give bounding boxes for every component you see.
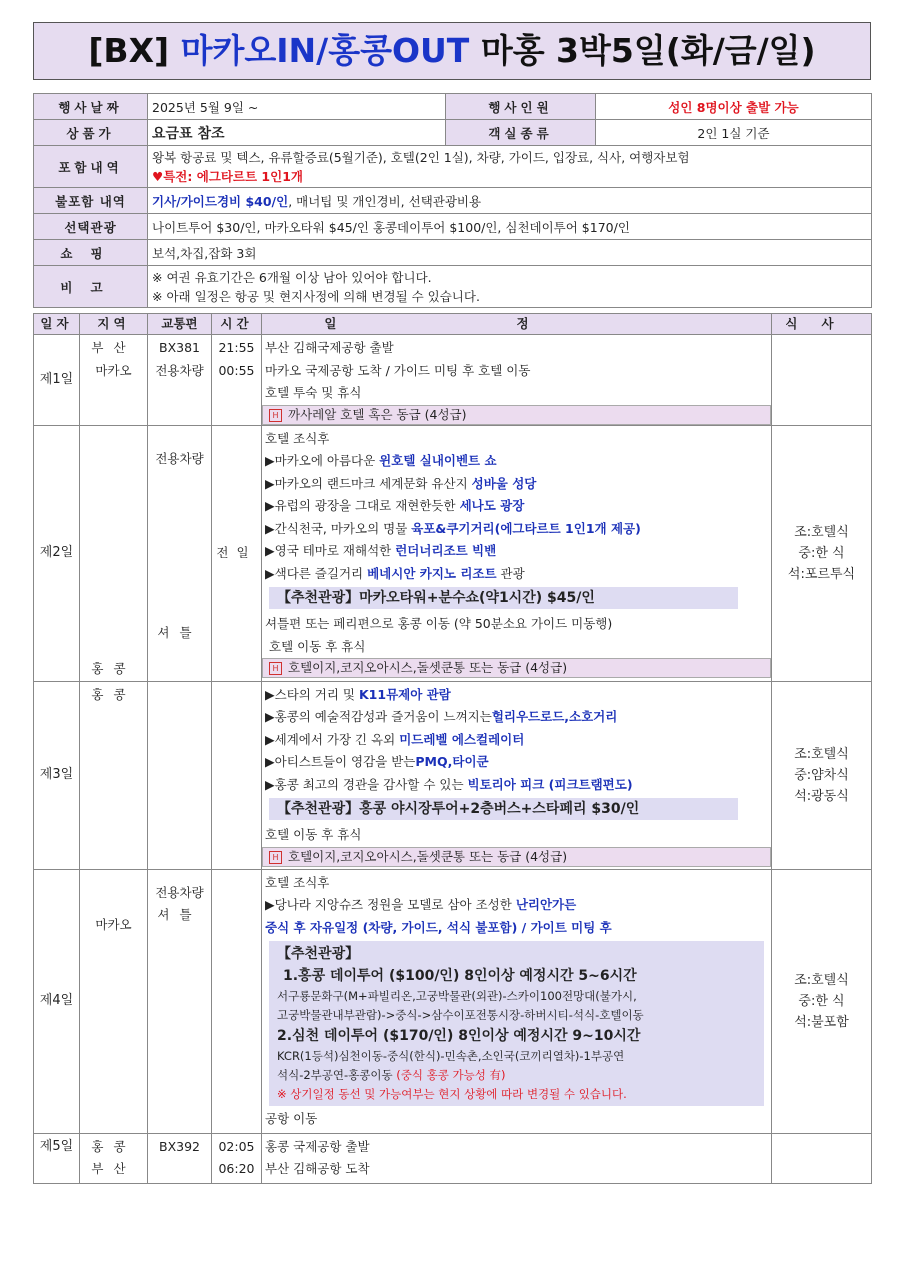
schedule-table <box>33 313 872 1184</box>
time-2: 06:20 <box>218 1161 255 1176</box>
shop-label: 쇼핑 <box>34 240 148 266</box>
sched-bullet: ▶마카오의 랜드마크 세계문화 유산지 성바울 성당 <box>265 475 537 491</box>
sched-bullet: ▶스타의 거리 및 K11뮤제아 관람 <box>265 686 451 702</box>
header-meal: 식사 <box>772 314 872 335</box>
flight-number: BX392 <box>159 1138 200 1154</box>
date-label: 행사날짜 <box>34 94 148 120</box>
day-row-4 <box>34 869 872 1133</box>
sched-line: 공항 이동 <box>265 1111 318 1126</box>
header-sched: 일정 <box>262 314 772 335</box>
tour-1-title: 1.홍콩 데이투어 ($100/인) 8인이상 예정시간 5~6시간 <box>283 968 637 984</box>
day-label: 제2일 <box>34 425 80 681</box>
hotel-icon: H <box>269 662 282 675</box>
sched-bullet: ▶홍콩의 예술적감성과 즐거움이 느껴지는헐리우드로드,소호거리 <box>265 709 618 724</box>
recommended-tour: 【추천관광】홍콩 야시장투어+2층버스+스타페리 $30/인 <box>269 798 738 820</box>
opt-value: 나이트투어 $30/인, 마카오타워 $45/인 홍콩데이투어 $100/인, 심천데이투어 $170/인 <box>148 214 872 240</box>
header-trans: 교통편 <box>148 314 212 335</box>
sched-bullet: ▶색다른 즐길거리 베네시안 카지노 리조트 관광 <box>265 565 525 581</box>
sched-bullet: ▶홍콩 최고의 경관을 감사할 수 있는 빅토리아 피크 (피크트램편도) <box>265 776 633 792</box>
day-row-3 <box>34 681 872 869</box>
tour-2-title: 2.심천 데이투어 ($170/인) 8인이상 예정시간 9~10시간 <box>277 1028 641 1044</box>
sched-bullet: ▶간식천국, 마카오의 명물 육포&쿠기거리(에그타르트 1인1개 제공) <box>265 520 641 536</box>
price-label: 상품가 <box>34 120 148 146</box>
transport-2: 셔틀 <box>157 625 202 640</box>
tour-note: ※ 상기일정 동선 및 가능여부는 현지 상황에 따라 변경될 수 있습니다. <box>277 1087 627 1101</box>
hotel-line <box>262 658 771 678</box>
opt-label: 선택관광 <box>34 214 148 240</box>
hotel-line <box>262 405 771 425</box>
sched-line: 호텔 투숙 및 휴식 <box>265 385 362 400</box>
day-label: 제3일 <box>34 681 80 869</box>
place-1: 홍콩 <box>91 1138 136 1154</box>
pax-value: 성인 8명이상 출발 가능 <box>596 94 872 120</box>
meal-breakfast: 조:호텔식 <box>794 524 849 540</box>
shop-value: 보석,차집,잡화 3회 <box>148 240 872 266</box>
sched-line: 호텔 이동 후 휴식 <box>265 827 362 842</box>
day-label: 제1일 <box>34 335 80 426</box>
meal-dinner: 석:포르투식 <box>787 566 856 582</box>
place: 마카오 <box>95 916 132 932</box>
hotel-icon: H <box>269 409 282 422</box>
day-row-1 <box>34 335 872 426</box>
meal-dinner: 석:광동식 <box>794 788 849 804</box>
room-label: 객실종류 <box>446 120 596 146</box>
sched-bullet: ▶세계에서 가장 긴 옥외 미드레벨 에스컬레이터 <box>265 731 525 747</box>
hotel-line <box>262 847 771 867</box>
sched-line: 홍콩 국제공항 출발 <box>265 1138 370 1154</box>
hotel-text: 호텔이지,코지오아시스,돌셋쿤통 또는 동급 (4성급) <box>288 848 568 864</box>
sched-bullet: ▶당나라 지앙슈즈 정원을 모델로 삼아 조성한 난리안가든 <box>265 897 577 912</box>
note-label: 비고 <box>34 266 148 308</box>
hotel-text: 까사레알 호텔 혹은 동급 (4성급) <box>288 406 467 422</box>
page-title <box>33 22 871 80</box>
meal-breakfast: 조:호텔식 <box>794 972 849 988</box>
meal-breakfast: 조:호텔식 <box>794 746 849 762</box>
place-2: 마카오 <box>95 362 132 378</box>
time-2: 00:55 <box>218 362 255 378</box>
time-1: 21:55 <box>218 340 255 355</box>
header-place: 지역 <box>80 314 148 335</box>
place-2: 부산 <box>91 1161 136 1176</box>
day-label: 제5일 <box>34 1133 80 1183</box>
sched-line: 부산 김해국제공항 출발 <box>265 340 394 355</box>
place: 홍콩 <box>91 686 136 702</box>
tour-1-detail: 고궁박물관내부관람)->중식->삼수이포전통시장-하버시티-석식-호텔이동 <box>277 1008 644 1022</box>
meal-lunch: 중:얌차식 <box>794 767 849 783</box>
title-suffix: 마홍 3박5일(화/금/일) <box>480 31 816 70</box>
excl-rest: , 매너팁 및 개인경비, 선택관광비용 <box>288 193 482 209</box>
transport: 전용차량 <box>155 362 204 378</box>
sched-bullet: ▶아티스트들이 영감을 받는PMQ,타이쿤 <box>265 754 489 769</box>
incl-special: ♥특전: 에그타르트 1인1개 <box>152 168 303 184</box>
meal-lunch: 중:한 식 <box>798 545 845 561</box>
sched-line: 호텔 이동 후 휴식 <box>269 638 366 654</box>
incl-label: 포함내역 <box>34 146 148 188</box>
sched-bullet: ▶마카오에 아름다운 윈호텔 실내이벤트 쇼 <box>265 453 497 468</box>
hotel-text: 호텔이지,코지오아시스,돌셋쿤통 또는 동급 (4성급) <box>288 660 568 675</box>
place: 홍콩 <box>91 661 136 676</box>
place-1: 부산 <box>91 340 136 355</box>
day-label: 제4일 <box>34 869 80 1133</box>
tour-1-detail: 서구룡문화구(M+파빌리온,고궁박물관(외관)-스카이100전망대(불가시, <box>277 989 637 1003</box>
sched-bullet: ▶유럽의 광장을 그대로 재현한듯한 세나도 광장 <box>265 498 525 513</box>
excl-label: 불포함 내역 <box>34 188 148 214</box>
transport-1: 전용차량 <box>155 450 204 466</box>
date-value: 2025년 5월 9일 ~ <box>148 94 446 120</box>
day-row-5 <box>34 1133 872 1183</box>
note-line-2: ※ 아래 일정은 항공 및 현지사정에 의해 변경될 수 있습니다. <box>152 288 480 304</box>
meal-lunch: 중:한 식 <box>798 993 845 1009</box>
excl-blue: 기사/가이드경비 $40/인 <box>152 193 289 209</box>
rec-title: 【추천관광】 <box>277 946 360 962</box>
recommended-tour: 【추천관광】마카오타워+분수쇼(약1시간) $45/인 <box>269 587 738 609</box>
header-time: 시간 <box>212 314 262 335</box>
hotel-icon: H <box>269 851 282 864</box>
title-route: 마카오IN/홍콩OUT <box>180 31 470 70</box>
title-prefix: [BX] <box>88 31 170 70</box>
transport-2: 셔틀 <box>157 907 202 922</box>
sched-line: 부산 김해공항 도착 <box>265 1161 370 1176</box>
time-1: 02:05 <box>218 1138 255 1154</box>
recommended-tours-box <box>269 941 764 1106</box>
sched-line: 중식 후 자유일정 (차량, 가이드, 석식 불포함) / 가이트 미팅 후 <box>265 919 612 935</box>
pax-label: 행사인원 <box>446 94 596 120</box>
sched-line: 호텔 조식후 <box>265 430 330 446</box>
info-table <box>33 93 872 308</box>
day-row-2 <box>34 425 872 681</box>
sched-line: 호텔 조식후 <box>265 874 330 890</box>
time: 전일 <box>212 425 262 681</box>
sched-bullet: ▶영국 테마로 재해석한 런더너리조트 빅밴 <box>265 543 497 558</box>
note-line-1: ※ 여권 유효기간은 6개월 이상 남아 있어야 합니다. <box>152 269 432 285</box>
sched-line: 마카오 국제공항 도착 / 가이드 미팅 후 호텔 이동 <box>265 362 531 378</box>
price-value: 요금표 참조 <box>148 120 446 146</box>
room-value: 2인 1실 기준 <box>596 120 872 146</box>
tour-2-detail: KCR(1등석)심천이동-중식(한식)-민속촌,소인국(코끼리열차)-1부공연 <box>277 1049 625 1063</box>
meal-dinner: 석:불포함 <box>794 1014 849 1030</box>
tour-2-detail: 석식-2부공연-홍콩이동 (중식 홍콩 가능성 有) <box>277 1068 506 1082</box>
flight-number: BX381 <box>159 340 200 355</box>
sched-line: 셔틀편 또는 페리편으로 홍콩 이동 (약 50분소요 가이드 미동행) <box>265 616 613 631</box>
incl-value: 왕복 항공료 및 텍스, 유류할증료(5월기준), 호텔(2인 1실), 차량, 가이드, 입장료, 식사, 여행자보험 <box>152 149 690 165</box>
header-day: 일자 <box>34 314 80 335</box>
transport-1: 전용차량 <box>155 884 204 900</box>
